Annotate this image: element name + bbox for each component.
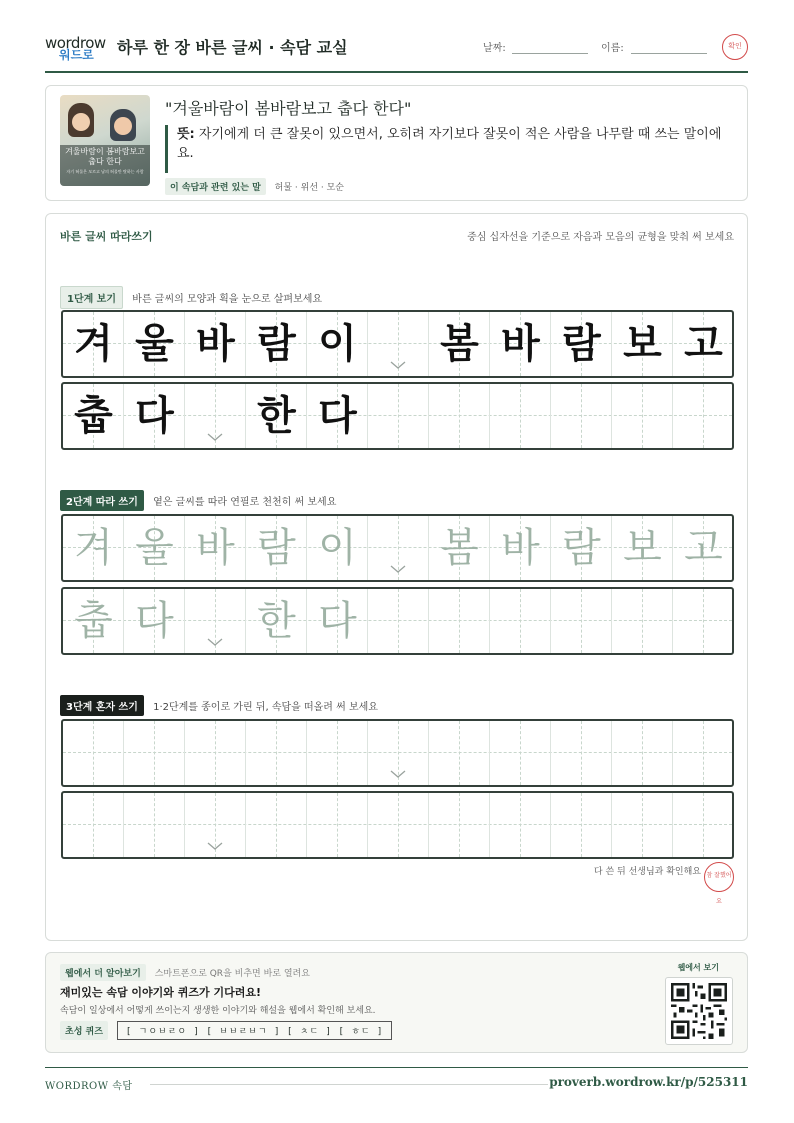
practice-character: 춥 — [74, 393, 113, 439]
stage2-row2[interactable] — [61, 587, 734, 655]
writing-cell — [673, 589, 734, 653]
guide-vertical-line — [642, 384, 643, 448]
guide-vertical-line — [520, 589, 521, 653]
practice-character: 한 — [257, 598, 296, 644]
stage2-desc: 옅은 글씨를 따라 연필로 천천히 써 보세요 — [153, 497, 337, 508]
writing-cell[interactable] — [124, 721, 185, 785]
logo-wordmark: wordrow — [45, 34, 106, 52]
stage1-row2 — [61, 382, 734, 450]
promo-description: 속담이 일상에서 어떻게 쓰이는지 생생한 이야기와 해설을 웹에서 확인해 보세요. — [60, 1006, 376, 1016]
promo-headline: 재미있는 속담 이야기와 퀴즈가 기다려요! — [60, 986, 261, 999]
guide-vertical-line — [520, 384, 521, 448]
page-header — [45, 30, 748, 73]
web-promo — [45, 952, 748, 1053]
writing-cell — [612, 384, 673, 448]
space-marker-icon — [390, 770, 406, 778]
guide-vertical-line — [398, 793, 399, 857]
practice-character: 다 — [318, 598, 357, 644]
quiz-label: 초성 퀴즈 — [60, 1021, 108, 1040]
logo-korean: 워드로 — [59, 48, 94, 62]
stage2-row1[interactable] — [61, 514, 734, 582]
guide-vertical-line — [520, 721, 521, 785]
illustration-subcaption: 자기 허물은 모르고 남의 허물만 탓하는 사람 — [66, 169, 144, 174]
related-list: 허물 · 위선 · 모순 — [274, 183, 344, 193]
guide-vertical-line — [703, 793, 704, 857]
teacher-stamp-text: 참 잘했어요 — [706, 872, 732, 905]
writing-cell[interactable] — [429, 721, 490, 785]
proverb-illustration — [60, 95, 150, 186]
proverb-title: "겨울바람이 봄바람보고 춥다 한다" — [165, 99, 412, 118]
writing-cell[interactable] — [307, 793, 368, 857]
space-marker-icon — [207, 638, 223, 646]
writing-cell — [429, 589, 490, 653]
guide-vertical-line — [703, 721, 704, 785]
related-words — [165, 178, 344, 195]
practice-character: 한 — [257, 393, 296, 439]
writing-cell[interactable] — [612, 793, 673, 857]
space-marker-icon — [207, 842, 223, 850]
practice-character: 바 — [501, 321, 540, 367]
practice-character: 다 — [318, 393, 357, 439]
practice-title: 바른 글씨 따라쓰기 — [60, 230, 153, 243]
practice-character: 울 — [135, 525, 174, 571]
guide-vertical-line — [581, 721, 582, 785]
practice-character: 이 — [318, 525, 357, 571]
footer-url[interactable]: proverb.wordrow.kr/p/525311 — [549, 1075, 748, 1089]
guide-vertical-line — [93, 721, 94, 785]
practice-character: 바 — [196, 321, 235, 367]
practice-hint: 중심 십자선을 기준으로 자음과 모음의 균형을 맞춰 써 보세요 — [467, 232, 734, 243]
check-stamp-icon — [722, 34, 748, 60]
guide-vertical-line — [276, 721, 277, 785]
space-marker-icon — [390, 565, 406, 573]
guide-vertical-line — [459, 721, 460, 785]
guide-vertical-line — [337, 721, 338, 785]
qr-label: 웹에서 보기 — [677, 963, 719, 972]
guide-vertical-line — [581, 589, 582, 653]
practice-character: 보 — [623, 321, 662, 367]
practice-character: 바 — [196, 525, 235, 571]
writing-cell — [673, 384, 734, 448]
practice-character: 겨 — [74, 525, 113, 571]
writing-cell — [429, 384, 490, 448]
practice-character: 고 — [684, 525, 723, 571]
practice-character: 춥 — [74, 598, 113, 644]
practice-character: 람 — [562, 525, 601, 571]
practice-character: 겨 — [74, 321, 113, 367]
writing-cell[interactable] — [490, 793, 551, 857]
writing-cell — [551, 384, 612, 448]
guide-vertical-line — [215, 721, 216, 785]
chosung-quiz — [60, 1021, 392, 1040]
related-label: 이 속담과 관련 있는 말 — [165, 178, 266, 195]
stage1-header — [60, 286, 322, 309]
writing-cell[interactable] — [63, 721, 124, 785]
writing-cell — [612, 589, 673, 653]
teacher-note: 다 쓴 뒤 선생님과 확인해요 — [593, 867, 701, 877]
writing-cell[interactable] — [551, 793, 612, 857]
promo-tagline — [60, 964, 310, 981]
stage3-row1[interactable] — [61, 719, 734, 787]
practice-character: 람 — [562, 321, 601, 367]
footer-brand: WORDROW 속담 — [45, 1081, 133, 1092]
writing-cell[interactable] — [185, 721, 246, 785]
guide-vertical-line — [642, 721, 643, 785]
practice-character: 다 — [135, 393, 174, 439]
space-marker-icon — [207, 433, 223, 441]
stage3-badge: 3단계 혼자 쓰기 — [60, 695, 144, 716]
date-label: 날짜: — [483, 43, 506, 54]
qr-pattern — [671, 983, 727, 1039]
name-field[interactable] — [631, 53, 707, 54]
qr-code-icon[interactable] — [665, 977, 733, 1045]
writing-cell[interactable] — [246, 793, 307, 857]
page-footer — [45, 1067, 748, 1097]
guide-vertical-line — [642, 589, 643, 653]
writing-cell — [368, 589, 429, 653]
practice-panel — [45, 213, 748, 941]
meaning-text: 자기에게 더 큰 잘못이 있으면서, 오히려 자기보다 잘못이 적은 사람을 나무랄 때 쓰는 말이에요. — [177, 127, 722, 161]
stage1-desc: 바른 글씨의 모양과 획을 눈으로 살펴보세요 — [132, 294, 323, 305]
guide-vertical-line — [93, 793, 94, 857]
writing-cell[interactable] — [612, 721, 673, 785]
writing-cell — [490, 384, 551, 448]
guide-vertical-line — [337, 793, 338, 857]
promo-tag: 웹에서 더 알아보기 — [60, 964, 146, 981]
practice-character: 고 — [684, 321, 723, 367]
guide-vertical-line — [459, 384, 460, 448]
guide-vertical-line — [459, 793, 460, 857]
guide-vertical-line — [703, 589, 704, 653]
stage2-header — [60, 490, 336, 511]
illustration-face-right — [114, 117, 132, 135]
practice-character: 이 — [318, 321, 357, 367]
practice-character: 람 — [257, 321, 296, 367]
guide-vertical-line — [581, 793, 582, 857]
guide-vertical-line — [154, 721, 155, 785]
practice-character: 봄 — [440, 525, 479, 571]
guide-vertical-line — [398, 589, 399, 653]
footer-divider — [150, 1084, 548, 1085]
writing-cell[interactable] — [368, 793, 429, 857]
space-marker-icon — [390, 361, 406, 369]
guide-vertical-line — [276, 793, 277, 857]
stage3-header — [60, 695, 378, 716]
check-stamp-text: 확인 — [728, 42, 742, 50]
practice-character: 보 — [623, 525, 662, 571]
page-title: 하루 한 장 바른 글씨 · 속담 교실 — [117, 38, 348, 57]
writing-cell — [490, 589, 551, 653]
writing-cell[interactable] — [63, 793, 124, 857]
writing-cell[interactable] — [551, 721, 612, 785]
name-label: 이름: — [601, 43, 624, 54]
guide-vertical-line — [459, 589, 460, 653]
practice-character: 울 — [135, 321, 174, 367]
stage1-badge: 1단계 보기 — [60, 286, 123, 309]
stage2-badge: 2단계 따라 쓰기 — [60, 490, 144, 511]
stage3-row2[interactable] — [61, 791, 734, 859]
writing-cell[interactable] — [246, 721, 307, 785]
teacher-stamp-icon — [704, 862, 734, 905]
practice-character: 바 — [501, 525, 540, 571]
stage1-row1 — [61, 310, 734, 378]
guide-vertical-line — [398, 384, 399, 448]
guide-vertical-line — [703, 384, 704, 448]
guide-vertical-line — [154, 793, 155, 857]
promo-tag-desc: 스마트폰으로 QR을 비추면 바로 열려요 — [154, 969, 310, 979]
practice-character: 람 — [257, 525, 296, 571]
guide-vertical-line — [581, 384, 582, 448]
date-field[interactable] — [512, 53, 588, 54]
meaning-label: 뜻: — [177, 127, 195, 142]
writing-cell[interactable] — [124, 793, 185, 857]
writing-cell[interactable] — [307, 721, 368, 785]
wordrow-logo — [45, 34, 109, 64]
writing-cell — [368, 384, 429, 448]
stage3-desc: 1·2단계를 종이로 가린 뒤, 속담을 떠올려 써 보세요 — [153, 702, 378, 713]
practice-character: 봄 — [440, 321, 479, 367]
writing-cell — [551, 589, 612, 653]
proverb-card — [45, 85, 748, 201]
guide-vertical-line — [642, 793, 643, 857]
illustration-caption: 겨울바람이 봄바람보고 춥다 한다 — [65, 147, 145, 166]
writing-cell[interactable] — [673, 721, 734, 785]
proverb-meaning — [165, 125, 735, 173]
practice-character: 다 — [135, 598, 174, 644]
writing-cell[interactable] — [429, 793, 490, 857]
writing-cell[interactable] — [490, 721, 551, 785]
illustration-face-left — [72, 113, 90, 131]
writing-cell[interactable] — [673, 793, 734, 857]
guide-vertical-line — [520, 793, 521, 857]
quiz-text: [ ㄱㅇㅂㄹㅇ ] [ ㅂㅂㄹㅂㄱ ] [ ㅊㄷ ] [ ㅎㄷ ] — [117, 1021, 393, 1040]
